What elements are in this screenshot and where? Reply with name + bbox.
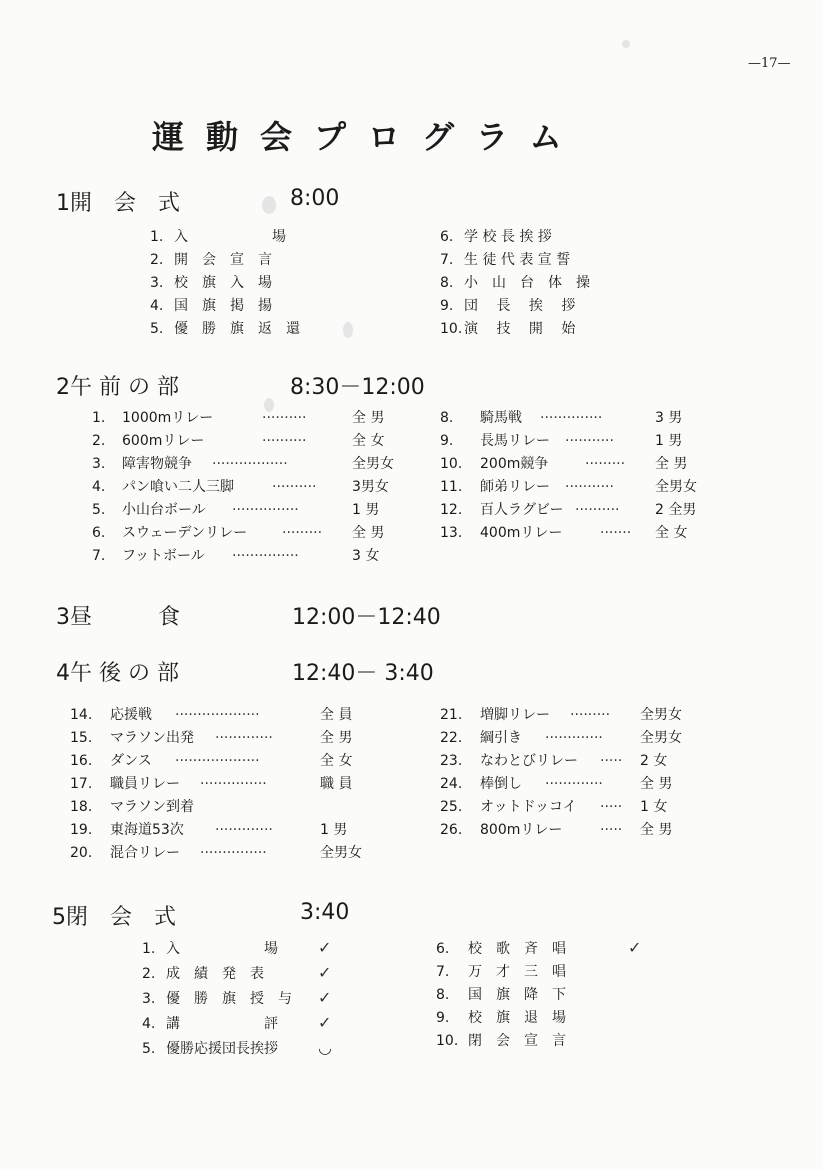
item-label: 400mリレー <box>480 525 563 541</box>
item-leader: ·········· <box>272 479 317 495</box>
list-item <box>70 796 390 819</box>
section-3-time: 12:00－12:40 <box>292 605 441 630</box>
section-4-left-list <box>70 704 390 865</box>
item-leader: ············· <box>215 822 273 838</box>
item-label: 百人ラグビー <box>480 502 564 518</box>
item-value: 全男女 <box>640 730 682 746</box>
item-value: 全 男 <box>352 525 385 541</box>
item-number: 5. <box>150 321 164 337</box>
item-leader: ········· <box>282 525 323 541</box>
list-item <box>440 407 720 430</box>
item-label: 国 旗 掲 揚 <box>174 298 272 314</box>
item-label: 師弟リレー <box>480 479 550 495</box>
check-mark-icon: ✓ <box>318 963 332 982</box>
section-1-left-list <box>150 226 300 341</box>
list-item <box>70 704 390 727</box>
section-4-right-list <box>440 704 720 842</box>
item-label: 生 徒 代 表 宣 誓 <box>464 252 571 268</box>
list-item <box>70 819 390 842</box>
item-value: 1 男 <box>655 433 683 449</box>
stain-mark <box>622 40 630 48</box>
list-item <box>440 727 720 750</box>
item-leader: ····· <box>600 799 623 815</box>
item-number: 6. <box>440 229 454 245</box>
list-item <box>150 318 300 341</box>
section-2-time: 8:30－12:00 <box>290 375 425 400</box>
item-value: 3 男 <box>655 410 683 426</box>
item-number: 9. <box>440 433 454 449</box>
item-number: 3. <box>150 275 164 291</box>
check-mark-icon: ◡ <box>318 1038 332 1057</box>
item-number: 7. <box>92 548 106 564</box>
item-number: 2. <box>150 252 164 268</box>
list-item <box>142 1011 332 1036</box>
item-leader: ··········· <box>565 479 614 495</box>
list-item <box>92 522 392 545</box>
item-value: 1 女 <box>640 799 668 815</box>
list-item <box>92 453 392 476</box>
list-item <box>440 819 720 842</box>
item-number: 22. <box>440 730 463 746</box>
item-value: 全男女 <box>640 707 682 723</box>
item-label: 優 勝 旗 返 還 <box>174 321 300 337</box>
item-leader: ············· <box>215 730 273 746</box>
item-label: なわとびリレー <box>480 753 578 769</box>
item-value: 全男女 <box>320 845 362 861</box>
item-label: 団 長 挨 拶 <box>464 298 576 314</box>
item-label: 閉 会 宣 言 <box>468 1033 566 1049</box>
item-label: 200m競争 <box>480 456 549 472</box>
item-leader: ·········· <box>575 502 620 518</box>
page-number: —17— <box>748 56 791 71</box>
item-number: 17. <box>70 776 93 792</box>
item-number: 19. <box>70 822 93 838</box>
item-number: 4. <box>142 1016 156 1032</box>
stain-mark <box>343 322 353 338</box>
item-leader: ·········· <box>262 410 307 426</box>
check-mark-icon: ✓ <box>628 938 642 957</box>
section-5-left-list <box>142 936 332 1061</box>
list-item <box>92 499 392 522</box>
item-label: 入 場 <box>166 941 278 957</box>
item-label: 小山台ボール <box>122 502 206 518</box>
item-number: 2. <box>142 966 156 982</box>
section-1-title: 1開 会 式 <box>56 191 180 216</box>
check-mark-icon: ✓ <box>318 988 332 1007</box>
section-1-time: 8:00 <box>290 186 340 211</box>
item-label: 増脚リレー <box>480 707 550 723</box>
item-label: 学 校 長 挨 拶 <box>464 229 552 245</box>
item-leader: ·············· <box>540 410 603 426</box>
item-number: 15. <box>70 730 93 746</box>
item-value: 全 女 <box>320 753 353 769</box>
item-label: フットボール <box>122 548 205 564</box>
item-leader: ····· <box>600 753 623 769</box>
list-item <box>440 453 720 476</box>
item-number: 7. <box>440 252 454 268</box>
item-leader: ········· <box>585 456 626 472</box>
list-item <box>92 430 392 453</box>
item-label: 長馬リレー <box>480 433 550 449</box>
item-number: 4. <box>150 298 164 314</box>
item-number: 14. <box>70 707 93 723</box>
item-number: 13. <box>440 525 463 541</box>
item-value: 2 全男 <box>655 502 697 518</box>
item-label: 優勝応援団長挨拶 <box>166 1041 278 1057</box>
section-4-time: 12:40－ 3:40 <box>292 661 434 686</box>
item-number: 11. <box>440 479 463 495</box>
item-label: 東海道53次 <box>110 822 184 838</box>
list-item <box>436 1007 641 1030</box>
list-item <box>440 499 720 522</box>
list-item <box>436 961 641 984</box>
item-value: 1 男 <box>320 822 348 838</box>
item-label: 障害物競争 <box>122 456 192 472</box>
item-label: マラソン到着 <box>110 799 194 815</box>
list-item <box>440 272 590 295</box>
page-title: 運動会プログラム <box>152 118 584 156</box>
item-value: 全 男 <box>320 730 353 746</box>
item-leader: ················· <box>212 456 288 472</box>
item-label: 棒倒し <box>480 776 522 792</box>
item-label: 万 才 三 唱 <box>468 964 566 980</box>
item-number: 9. <box>436 1010 450 1026</box>
item-leader: ··············· <box>232 502 299 518</box>
section-1-heading <box>56 186 180 217</box>
section-1-right-list <box>440 226 590 341</box>
item-leader: ············· <box>545 730 603 746</box>
list-item <box>92 545 392 568</box>
item-number: 10. <box>440 321 463 337</box>
item-value: 全男女 <box>655 479 697 495</box>
item-value: 全 男 <box>640 776 673 792</box>
list-item <box>440 704 720 727</box>
item-value: 3男女 <box>352 479 389 495</box>
item-number: 12. <box>440 502 463 518</box>
item-value: 全 男 <box>655 456 688 472</box>
item-value: 全男女 <box>352 456 394 472</box>
list-item <box>440 796 720 819</box>
item-number: 7. <box>436 964 450 980</box>
item-number: 5. <box>92 502 106 518</box>
list-item <box>92 476 392 499</box>
item-label: 小 山 台 体 操 <box>464 275 590 291</box>
item-label: パン喰い二人三脚 <box>122 479 234 495</box>
item-value: 3 女 <box>352 548 380 564</box>
list-item <box>436 1030 641 1053</box>
list-item <box>150 226 300 249</box>
check-mark-icon: ✓ <box>318 1013 332 1032</box>
item-leader: ······· <box>600 525 632 541</box>
list-item <box>92 407 392 430</box>
item-label: 混合リレー <box>110 845 180 861</box>
item-value: 職 員 <box>320 776 353 792</box>
section-2-left-list <box>92 407 392 568</box>
section-5-right-list <box>436 936 641 1053</box>
item-number: 8. <box>440 275 454 291</box>
item-number: 10. <box>440 456 463 472</box>
item-value: 2 女 <box>640 753 668 769</box>
item-label: 成 績 発 表 <box>166 966 264 982</box>
list-item <box>142 986 332 1011</box>
item-label: 校 旗 退 場 <box>468 1010 566 1026</box>
item-label: 演 技 開 始 <box>464 321 576 337</box>
item-value: 全 女 <box>352 433 385 449</box>
item-label: ダンス <box>110 753 152 769</box>
item-leader: ··················· <box>175 707 260 723</box>
item-leader: ··············· <box>200 845 267 861</box>
item-label: 国 旗 降 下 <box>468 987 566 1003</box>
item-leader: ············· <box>545 776 603 792</box>
item-leader: ········· <box>570 707 611 723</box>
item-leader: ··················· <box>175 753 260 769</box>
item-number: 5. <box>142 1041 156 1057</box>
item-number: 8. <box>436 987 450 1003</box>
list-item <box>440 249 590 272</box>
list-item <box>440 773 720 796</box>
item-label: 開 会 宣 言 <box>174 252 272 268</box>
item-value: 1 男 <box>352 502 380 518</box>
item-leader: ····· <box>600 822 623 838</box>
list-item <box>440 476 720 499</box>
item-number: 6. <box>436 941 450 957</box>
item-number: 8. <box>440 410 454 426</box>
item-leader: ··········· <box>565 433 614 449</box>
item-leader: ··············· <box>200 776 267 792</box>
item-label: 校 旗 入 場 <box>174 275 272 291</box>
section-3-title: 3昼 食 <box>56 605 180 630</box>
item-label: マラソン出発 <box>110 730 194 746</box>
list-item <box>440 750 720 773</box>
list-item <box>440 430 720 453</box>
list-item <box>70 727 390 750</box>
item-value: 全 女 <box>655 525 688 541</box>
section-2-right-list <box>440 407 720 545</box>
list-item <box>436 936 641 961</box>
item-leader: ·········· <box>262 433 307 449</box>
list-item <box>440 522 720 545</box>
stain-mark <box>262 196 276 214</box>
item-number: 23. <box>440 753 463 769</box>
item-number: 20. <box>70 845 93 861</box>
item-label: 1000mリレー <box>122 410 214 426</box>
item-label: 優 勝 旗 授 与 <box>166 991 292 1007</box>
list-item <box>440 318 590 341</box>
item-value: 全 男 <box>352 410 385 426</box>
item-leader: ··············· <box>232 548 299 564</box>
item-number: 6. <box>92 525 106 541</box>
item-label: 綱引き <box>480 730 522 746</box>
item-number: 10. <box>436 1033 459 1049</box>
list-item <box>142 1036 332 1061</box>
item-value: 全 員 <box>320 707 353 723</box>
item-label: 職員リレー <box>110 776 180 792</box>
list-item <box>150 249 300 272</box>
list-item <box>70 842 390 865</box>
item-label: 応援戦 <box>110 707 152 723</box>
list-item <box>70 773 390 796</box>
item-number: 3. <box>142 991 156 1007</box>
item-number: 16. <box>70 753 93 769</box>
item-number: 25. <box>440 799 463 815</box>
item-label: 800mリレー <box>480 822 563 838</box>
item-number: 21. <box>440 707 463 723</box>
item-number: 3. <box>92 456 106 472</box>
item-number: 9. <box>440 298 454 314</box>
item-number: 18. <box>70 799 93 815</box>
check-mark-icon: ✓ <box>318 938 332 957</box>
list-item <box>436 984 641 1007</box>
list-item <box>150 272 300 295</box>
item-label: 入 場 <box>174 229 286 245</box>
item-label: 600mリレー <box>122 433 205 449</box>
item-label: 校 歌 斉 唱 <box>468 941 566 957</box>
item-number: 2. <box>92 433 106 449</box>
list-item <box>142 936 332 961</box>
list-item <box>150 295 300 318</box>
section-5-time: 3:40 <box>300 900 350 925</box>
item-number: 1. <box>92 410 106 426</box>
section-2-title: 2午 前 の 部 <box>56 375 179 400</box>
item-label: スウェーデンリレー <box>122 525 248 541</box>
list-item <box>70 750 390 773</box>
item-number: 4. <box>92 479 106 495</box>
item-number: 1. <box>142 941 156 957</box>
item-number: 1. <box>150 229 164 245</box>
item-number: 26. <box>440 822 463 838</box>
item-label: 騎馬戦 <box>480 410 522 426</box>
list-item <box>142 961 332 986</box>
item-label: オットドッコイ <box>480 799 577 815</box>
item-number: 24. <box>440 776 463 792</box>
list-item <box>440 226 590 249</box>
item-value: 全 男 <box>640 822 673 838</box>
section-4-title: 4午 後 の 部 <box>56 661 179 686</box>
item-label: 講 評 <box>166 1016 278 1032</box>
list-item <box>440 295 590 318</box>
section-5-title: 5閉 会 式 <box>52 905 176 930</box>
